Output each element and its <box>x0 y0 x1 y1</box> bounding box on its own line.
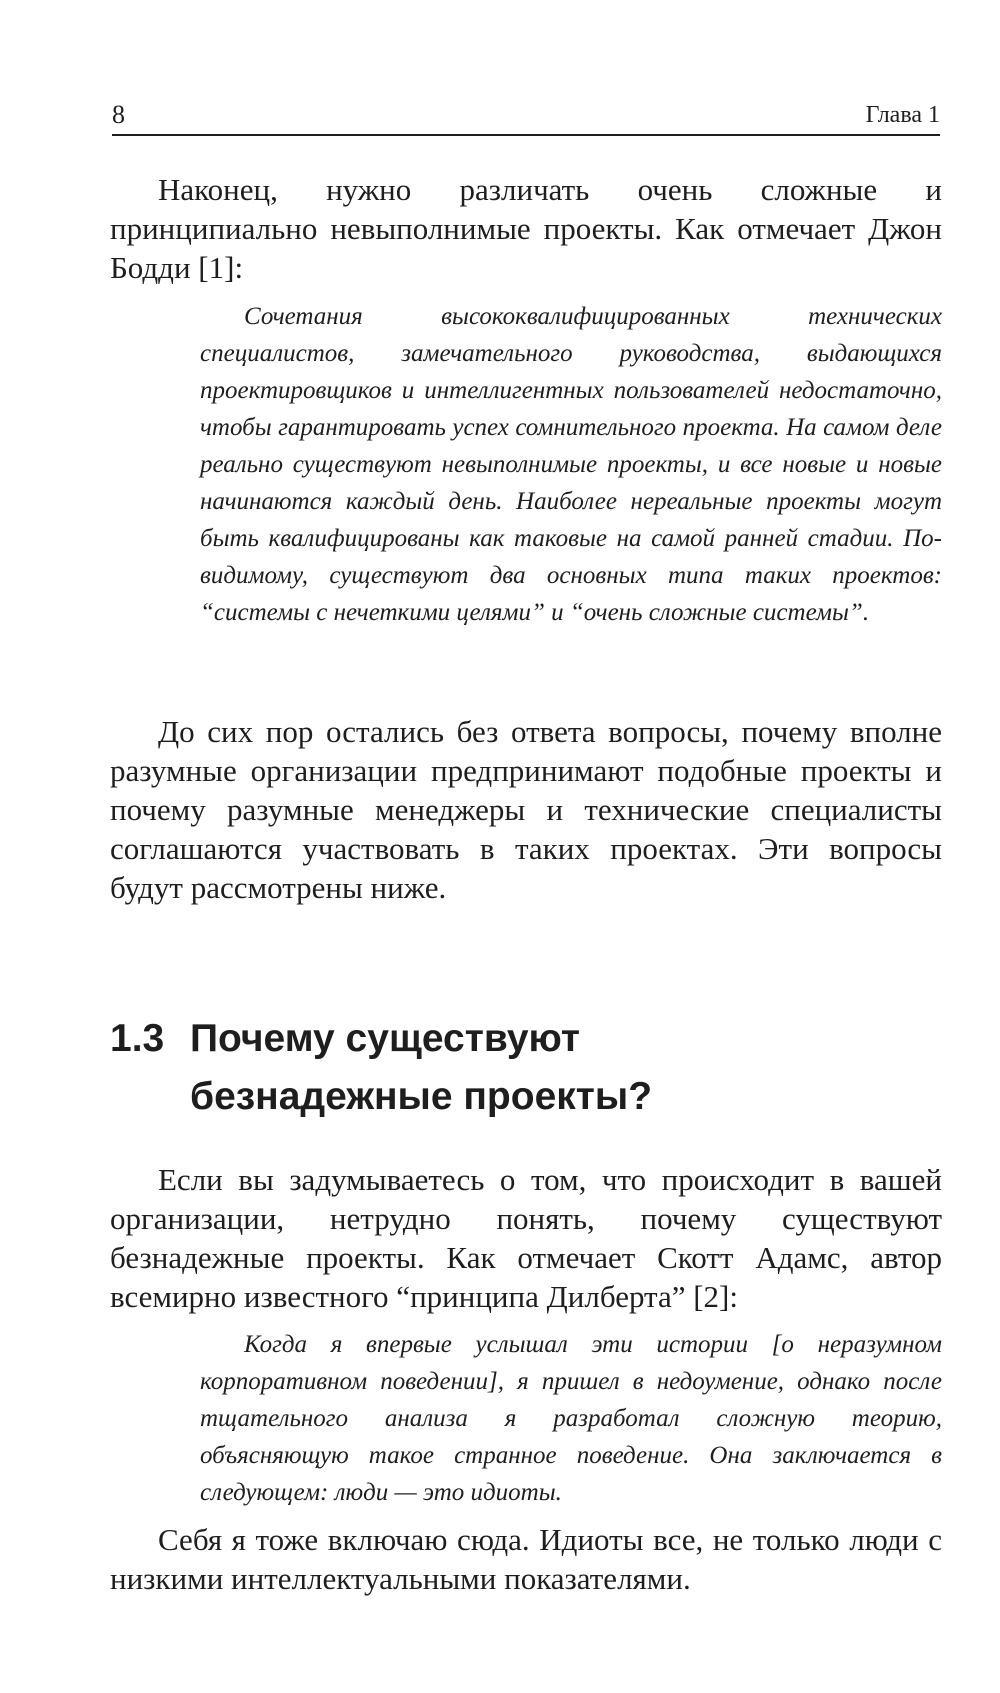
quote-boddie: Сочетания высококвалифицированных технических специалистов, замечательного руководства, выдающихся проектировщиков и интеллигентных пользователей недостаточно, чтобы гарантировать успех сомнительного проекта. На самом деле реально существуют невыполнимые проекты, и все новые и новые начинаются каждый день. Наиболее нереальные проекты могут быть квалифицированы как таковые на самой ранней стадии. По-видимому, существуют два основных типа таких проектов: “системы с нечеткими целями” и “очень сложные системы”. <box>200 303 942 626</box>
section-intro-paragraph: Если вы задумываетесь о том, что происходит в вашей организации, нетрудно понять, почему существуют безнадежные проекты. Как отмечает Скотт Адамс, автор всемирно известного “принципа Дилберта” [2]: <box>110 1162 942 1314</box>
section-title-line1: Почему существуют <box>190 1017 580 1060</box>
page-number: 8 <box>112 100 125 129</box>
closing-paragraph: Себя я тоже включаю сюда. Идиоты все, не только люди с низкими интеллектуальными показателями. <box>110 1522 942 1596</box>
after-quote-paragraph: До сих пор остались без ответа вопросы, почему вполне разумные организации предпринимают подобные проекты и почему разумные менеджеры и технические специалисты соглашаются участвовать в таких проектах. Эти вопросы будут рассмотрены ниже. <box>110 714 942 905</box>
page-header <box>112 96 940 136</box>
quote-adams: Когда я впервые услышал эти истории [о неразумном корпоративном поведении], я пришел в недоумение, однако после тщательного анализа я разработал сложную теорию, объясняющую такое странное поведение. Она заключается в следующем: люди — это идиоты. <box>200 1331 942 1506</box>
section-number: 1.3 <box>110 1017 165 1060</box>
header-rule <box>112 134 940 136</box>
section-heading <box>110 1010 942 1126</box>
chapter-label: Глава 1 <box>865 102 940 128</box>
intro-paragraph: Наконец, нужно различать очень сложные и принципиально невыполнимые проекты. Как отмечает Джон Бодди [1]: <box>110 172 942 285</box>
section-title-line2: безнадежные проекты? <box>190 1075 653 1118</box>
